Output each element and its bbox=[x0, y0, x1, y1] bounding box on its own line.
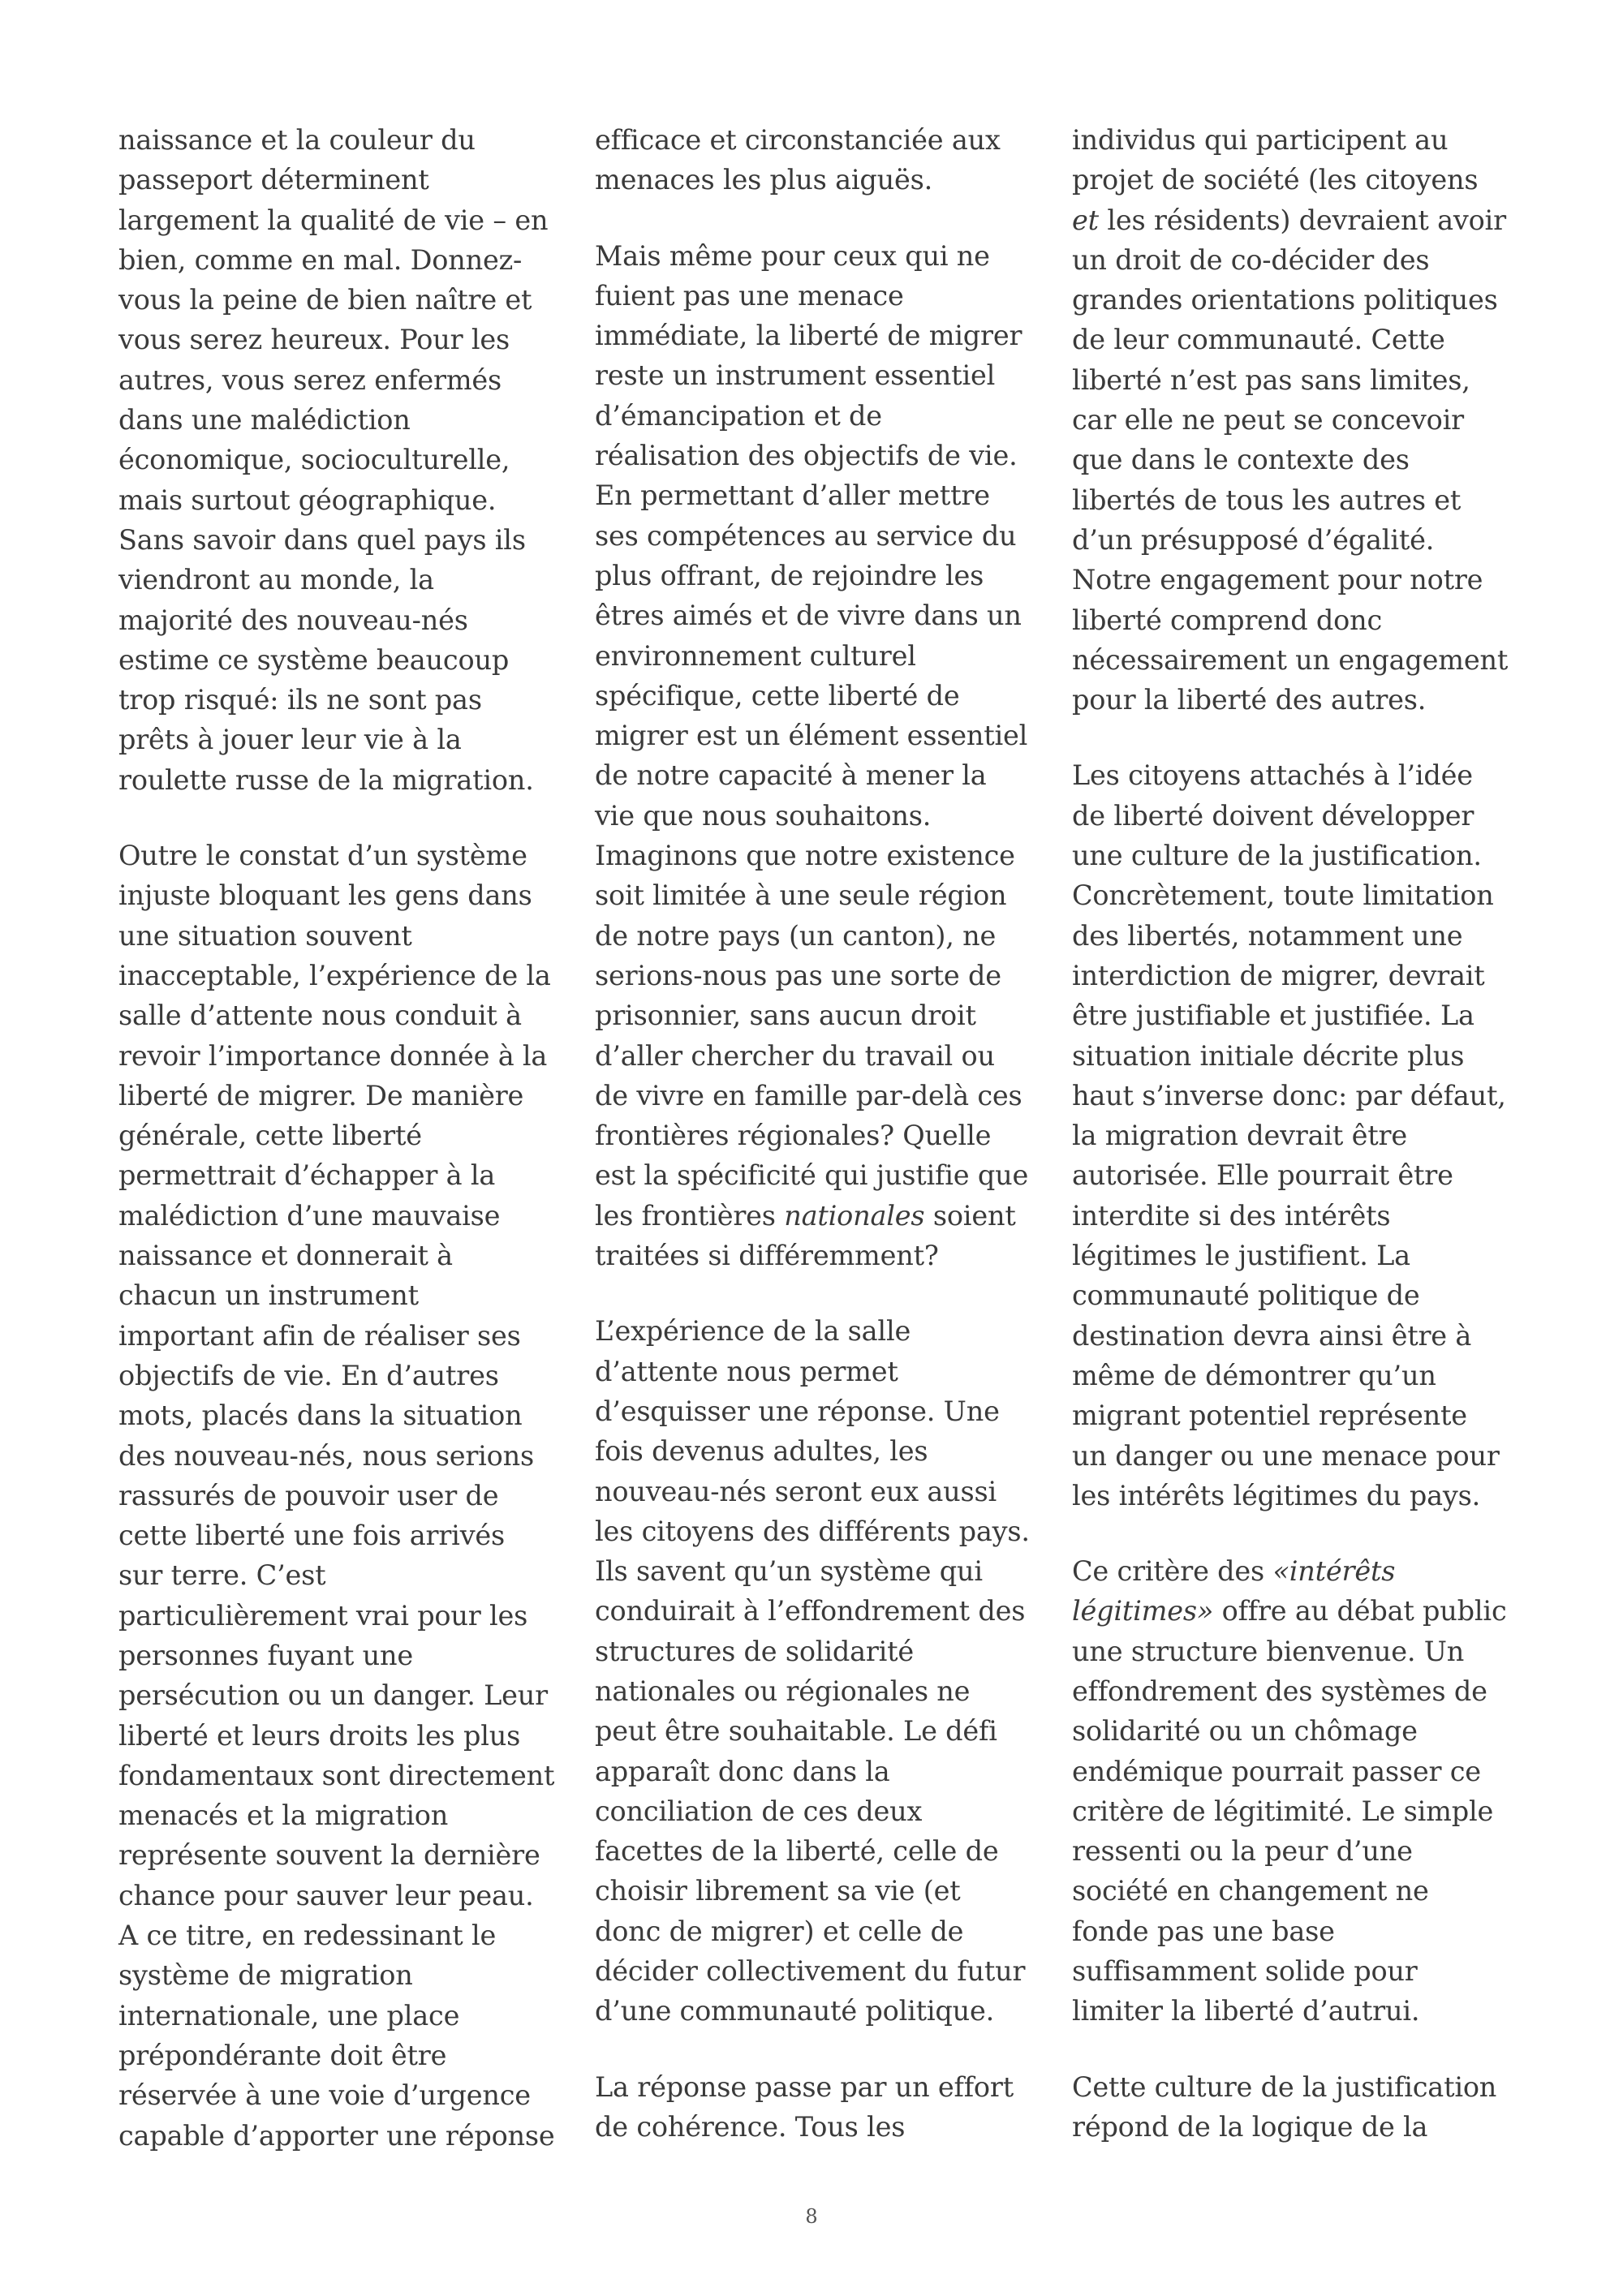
text-line: situation initiale décrite plus bbox=[1072, 1039, 1465, 1072]
text-line: d’attente nous permet bbox=[595, 1355, 898, 1387]
text-line: injuste bloquant les gens dans bbox=[118, 879, 532, 912]
text-line: menacés et la migration bbox=[118, 1799, 449, 1832]
text-segment: les résidents) devraient avoir bbox=[1098, 204, 1506, 236]
text-line: ressenti ou la peur d’une bbox=[1072, 1835, 1413, 1868]
text-line: prisonnier, sans aucun droit bbox=[595, 1000, 976, 1032]
text-line: système de migration bbox=[118, 1959, 413, 1992]
text-line: mots, placés dans la situation bbox=[118, 1400, 523, 1432]
text-line: bien, comme en mal. Donnez- bbox=[118, 243, 523, 276]
text-line: de vivre en famille par-delà ces bbox=[595, 1079, 1022, 1111]
text-line: de notre capacité à mener la bbox=[595, 759, 987, 792]
text-line: particulièrement vrai pour les bbox=[118, 1599, 528, 1632]
text-line bbox=[595, 1196, 1045, 1236]
text-line: La réponse passe par un effort bbox=[595, 2070, 1014, 2103]
text-line: dans une malédiction bbox=[118, 404, 411, 436]
text-line: êtres aimés et de vivre dans un bbox=[595, 600, 1022, 632]
text-line: rassurés de pouvoir user de bbox=[118, 1479, 499, 1511]
text-line: critère de légitimité. Le simple bbox=[1072, 1795, 1494, 1827]
text-line: largement la qualité de vie – en bbox=[118, 204, 549, 236]
text-line: nationales ou régionales ne bbox=[595, 1675, 971, 1707]
text-line: communauté politique de bbox=[1072, 1279, 1420, 1312]
text-line: Outre le constat d’un système bbox=[118, 840, 527, 872]
text-line: sur terre. C’est bbox=[118, 1559, 326, 1592]
text-line: fonde pas une base bbox=[1072, 1915, 1335, 1947]
text-line: serions-nous pas une sorte de bbox=[595, 959, 1001, 991]
text-line: d’aller chercher du travail ou bbox=[595, 1039, 995, 1072]
paragraph bbox=[1072, 120, 1522, 720]
text-line: efficace et circonstanciée aux bbox=[595, 124, 1001, 156]
paragraph bbox=[1072, 1551, 1522, 2032]
text-line: nouveau-nés seront eux aussi bbox=[595, 1475, 997, 1507]
text-line: limiter la liberté d’autrui. bbox=[1072, 1995, 1420, 2027]
text-line: peut être souhaitable. Le défi bbox=[595, 1715, 997, 1748]
text-line: objectifs de vie. En d’autres bbox=[118, 1359, 499, 1391]
text-line: la migration devrait être bbox=[1072, 1120, 1407, 1152]
text-line: naissance et donnerait à bbox=[118, 1240, 453, 1272]
paragraph bbox=[595, 1311, 1045, 2031]
text-line: liberté n’est pas sans limites, bbox=[1072, 363, 1470, 396]
text-line: internationale, une place bbox=[118, 1999, 460, 2032]
text-line: nécessairement un engagement bbox=[1072, 643, 1509, 676]
paragraph bbox=[1072, 755, 1522, 1516]
text-line: immédiate, la liberté de migrer bbox=[595, 320, 1022, 352]
text-line: chacun un instrument bbox=[118, 1279, 419, 1312]
text-column-2 bbox=[595, 120, 1045, 2182]
text-line: chance pour sauver leur peau. bbox=[118, 1879, 534, 1911]
text-line: frontières régionales? Quelle bbox=[595, 1120, 992, 1152]
text-line: Mais même pour ceux qui ne bbox=[595, 239, 990, 272]
text-line: représente souvent la dernière bbox=[118, 1839, 540, 1872]
text-line: L’expérience de la salle bbox=[595, 1315, 911, 1348]
text-line: de liberté doivent développer bbox=[1072, 799, 1474, 832]
text-line: A ce titre, en redessinant le bbox=[118, 1920, 497, 1952]
italic-text: et bbox=[1072, 204, 1099, 236]
paragraph bbox=[595, 236, 1045, 1276]
text-line: d’une communauté politique. bbox=[595, 1995, 995, 2027]
text-line: liberté de migrer. De manière bbox=[118, 1079, 524, 1111]
text-line: inacceptable, l’expérience de la bbox=[118, 959, 551, 991]
text-line: structures de solidarité bbox=[595, 1635, 915, 1667]
paragraph bbox=[595, 120, 1045, 200]
text-line: une situation souvent bbox=[118, 919, 412, 952]
text-line: ses compétences au service du bbox=[595, 519, 1017, 552]
text-line: une structure bienvenue. Un bbox=[1072, 1635, 1465, 1667]
text-line: menaces les plus aiguës. bbox=[595, 164, 933, 196]
text-line: de leur communauté. Cette bbox=[1072, 324, 1445, 356]
text-line: important afin de réaliser ses bbox=[118, 1319, 521, 1352]
text-line: vous la peine de bien naître et bbox=[118, 284, 532, 316]
text-line: choisir librement sa vie (et bbox=[595, 1875, 961, 1907]
text-line: mais surtout géographique. bbox=[118, 484, 497, 516]
text-line: revoir l’importance donnée à la bbox=[118, 1039, 548, 1072]
text-line: légitimes le justifient. La bbox=[1072, 1240, 1410, 1272]
text-line: que dans le contexte des bbox=[1072, 444, 1410, 476]
text-line: fondamentaux sont directement bbox=[118, 1759, 555, 1791]
text-line: liberté comprend donc bbox=[1072, 604, 1383, 636]
text-line: autorisée. Elle pourrait être bbox=[1072, 1159, 1453, 1192]
text-line: individus qui participent au bbox=[1072, 124, 1449, 156]
text-line: salle d’attente nous conduit à bbox=[118, 1000, 522, 1032]
text-line: est la spécificité qui justifie que bbox=[595, 1159, 1029, 1192]
text-line: une culture de la justification. bbox=[1072, 840, 1482, 872]
text-line: Notre engagement pour notre bbox=[1072, 564, 1483, 596]
page-number: 8 bbox=[805, 2205, 818, 2228]
text-line: environnement culturel bbox=[595, 639, 916, 672]
text-line: estime ce système beaucoup bbox=[118, 643, 510, 676]
text-line: des libertés, notamment une bbox=[1072, 919, 1463, 952]
text-line: un droit de co-décider des bbox=[1072, 243, 1430, 276]
text-line: migrer est un élément essentiel bbox=[595, 720, 1028, 752]
text-line: conduirait à l’effondrement des bbox=[595, 1595, 1026, 1627]
text-line: même de démontrer qu’un bbox=[1072, 1359, 1436, 1391]
text-line: autres, vous serez enfermés bbox=[118, 363, 502, 396]
text-line: Imaginons que notre existence bbox=[595, 840, 1015, 872]
text-line: malédiction d’une mauvaise bbox=[118, 1199, 501, 1232]
text-line: être justifiable et justifiée. La bbox=[1072, 1000, 1474, 1032]
text-line: solidarité ou un chômage bbox=[1072, 1715, 1418, 1748]
text-line: majorité des nouveau-nés bbox=[118, 604, 468, 636]
text-line: de cohérence. Tous les bbox=[595, 2110, 906, 2143]
text-line: des nouveau-nés, nous serions bbox=[118, 1439, 534, 1472]
text-segment: soient bbox=[924, 1199, 1016, 1232]
text-line: naissance et la couleur du bbox=[118, 124, 476, 156]
text-line: apparaît donc dans la bbox=[595, 1755, 890, 1787]
text-line: répond de la logique de la bbox=[1072, 2110, 1428, 2143]
text-line: effondrement des systèmes de bbox=[1072, 1675, 1487, 1707]
text-line: roulette russe de la migration. bbox=[118, 763, 534, 796]
text-line: car elle ne peut se concevoir bbox=[1072, 404, 1464, 436]
text-line: plus offrant, de rejoindre les bbox=[595, 559, 984, 591]
text-line: destination devra ainsi être à bbox=[1072, 1319, 1472, 1352]
text-line: décider collectivement du futur bbox=[595, 1955, 1026, 1988]
text-line: de notre pays (un canton), ne bbox=[595, 919, 997, 952]
text-line: spécifique, cette liberté de bbox=[595, 679, 960, 712]
text-line: société en changement ne bbox=[1072, 1875, 1429, 1907]
text-line: persécution ou un danger. Leur bbox=[118, 1679, 548, 1712]
text-column-1 bbox=[118, 120, 569, 2191]
text-line: grandes orientations politiques bbox=[1072, 284, 1498, 316]
paragraph bbox=[118, 836, 569, 2156]
text-line bbox=[1072, 1551, 1522, 1591]
italic-text: «intérêts bbox=[1272, 1555, 1396, 1588]
text-line: fuient pas une menace bbox=[595, 279, 904, 312]
text-line: réservée à une voie d’urgence bbox=[118, 2079, 531, 2112]
text-line bbox=[1072, 200, 1522, 240]
paragraph bbox=[1072, 2067, 1522, 2148]
paragraph bbox=[118, 120, 569, 800]
text-line: viendront au monde, la bbox=[118, 564, 434, 596]
text-line: traitées si différemment? bbox=[595, 1240, 939, 1272]
text-line: Ils savent qu’un système qui bbox=[595, 1555, 983, 1588]
text-segment: Ce critère des bbox=[1072, 1555, 1273, 1588]
text-line: un danger ou une menace pour bbox=[1072, 1439, 1500, 1472]
text-line bbox=[1072, 1591, 1522, 1631]
text-line: permettrait d’échapper à la bbox=[118, 1159, 496, 1192]
text-line: pour la liberté des autres. bbox=[1072, 684, 1427, 716]
text-segment: les frontières bbox=[595, 1199, 785, 1232]
text-line: Cette culture de la justification bbox=[1072, 2070, 1497, 2103]
text-line: vous serez heureux. Pour les bbox=[118, 324, 510, 356]
text-segment: offre au débat public bbox=[1213, 1595, 1507, 1627]
text-line: En permettant d’aller mettre bbox=[595, 479, 990, 512]
text-line: endémique pourrait passer ce bbox=[1072, 1755, 1481, 1787]
text-column-3 bbox=[1072, 120, 1522, 2182]
italic-text: nationales bbox=[784, 1199, 925, 1232]
text-line: suffisamment solide pour bbox=[1072, 1955, 1418, 1988]
italic-text: légitimes» bbox=[1072, 1595, 1214, 1627]
text-line: fois devenus adultes, les bbox=[595, 1435, 928, 1468]
text-line: libertés de tous les autres et bbox=[1072, 484, 1462, 516]
text-line: vie que nous souhaitons. bbox=[595, 799, 932, 832]
text-line: d’émancipation et de bbox=[595, 399, 882, 432]
text-line: les citoyens des différents pays. bbox=[595, 1515, 1030, 1547]
text-line: passeport déterminent bbox=[118, 164, 429, 196]
text-line: interdiction de migrer, devrait bbox=[1072, 959, 1485, 991]
text-line: Les citoyens attachés à l’idée bbox=[1072, 759, 1473, 792]
text-line: prépondérante doit être bbox=[118, 2039, 447, 2071]
text-line: capable d’apporter une réponse bbox=[118, 2119, 555, 2152]
text-line: personnes fuyant une bbox=[118, 1639, 413, 1671]
text-line: Sans savoir dans quel pays ils bbox=[118, 523, 526, 556]
text-line: facettes de la liberté, celle de bbox=[595, 1835, 999, 1868]
text-line: cette liberté une fois arrivés bbox=[118, 1520, 506, 1552]
text-line: réalisation des objectifs de vie. bbox=[595, 440, 1018, 472]
text-line: économique, socioculturelle, bbox=[118, 444, 510, 476]
text-line: haut s’inverse donc: par défaut, bbox=[1072, 1079, 1506, 1111]
text-line: interdite si des intérêts bbox=[1072, 1199, 1391, 1232]
text-line: soit limitée à une seule région bbox=[595, 879, 1007, 912]
text-line: prêts à jouer leur vie à la bbox=[118, 724, 462, 756]
text-line: les intérêts légitimes du pays. bbox=[1072, 1479, 1481, 1511]
text-line: migrant potentiel représente bbox=[1072, 1400, 1467, 1432]
text-line: reste un instrument essentiel bbox=[595, 359, 996, 392]
paragraph bbox=[595, 2067, 1045, 2148]
text-line: d’un présupposé d’égalité. bbox=[1072, 523, 1435, 556]
text-line: Concrètement, toute limitation bbox=[1072, 879, 1494, 912]
text-line: donc de migrer) et celle de bbox=[595, 1915, 964, 1947]
text-line: liberté et leurs droits les plus bbox=[118, 1719, 521, 1752]
text-line: générale, cette liberté bbox=[118, 1120, 422, 1152]
text-line: conciliation de ces deux bbox=[595, 1795, 923, 1827]
text-line: trop risqué: ils ne sont pas bbox=[118, 684, 482, 716]
text-line: d’esquisser une réponse. Une bbox=[595, 1395, 1000, 1427]
text-line: projet de société (les citoyens bbox=[1072, 164, 1479, 196]
